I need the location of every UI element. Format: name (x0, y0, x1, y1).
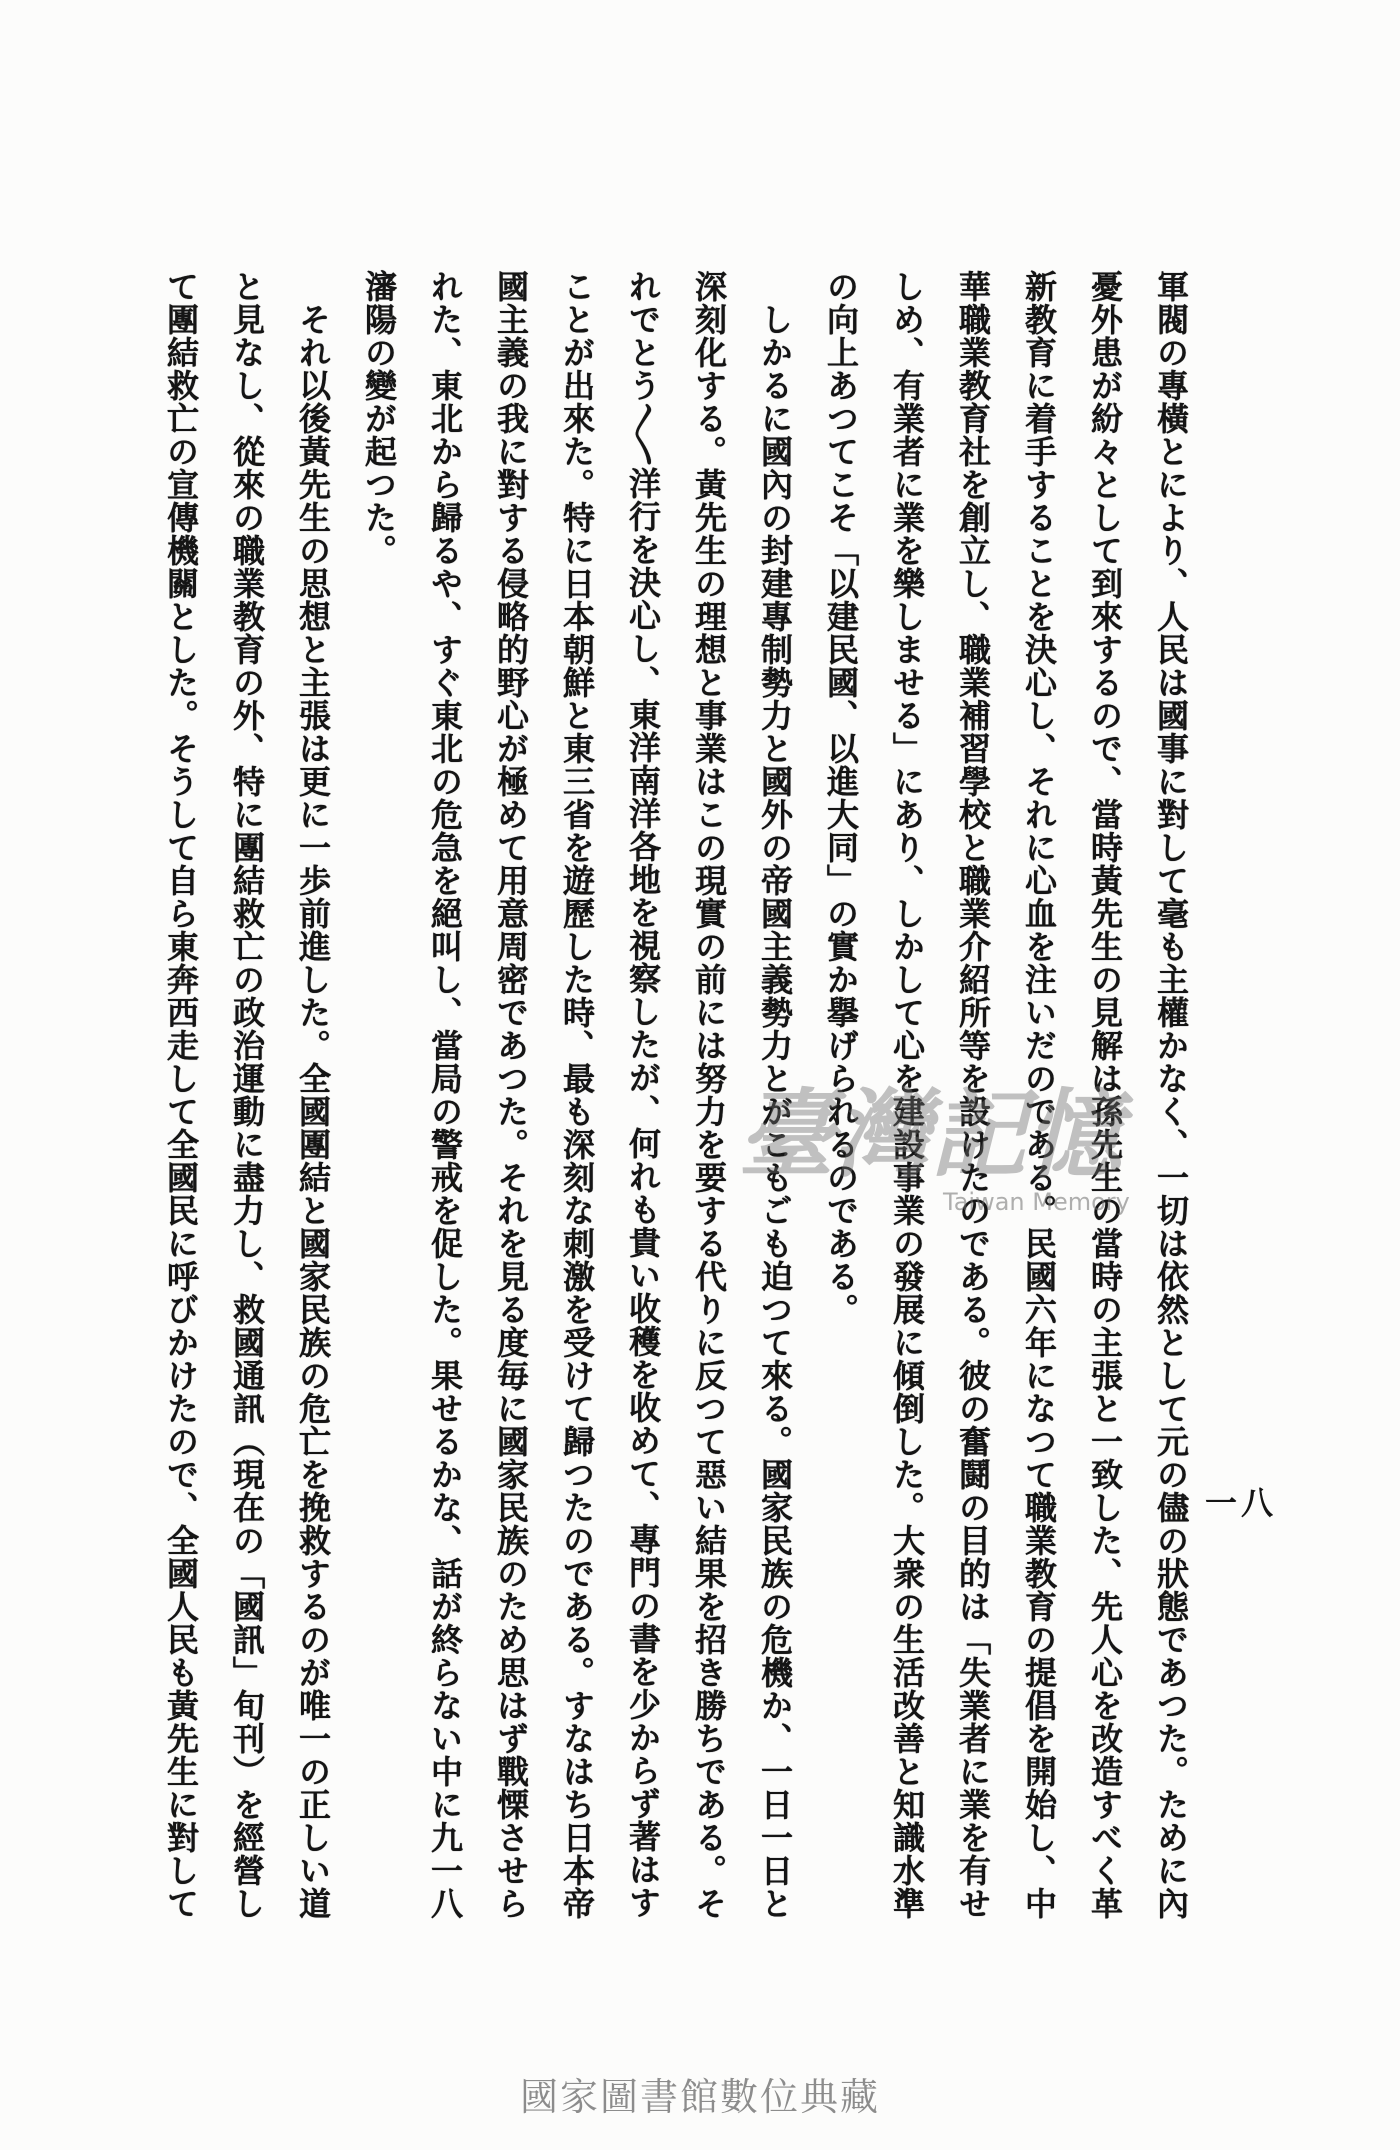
text-column-16: て團結救亡の宣傳機關とした。そうして自ら東奔西走して全國民に呼びかけたので、全國人民も黃先生に對して (162, 270, 200, 1920)
text-column-6: の向上あつてこそ「以建民國、以進大同」の實か擧げられるのである。 (822, 270, 860, 1326)
page-number: 一八 (1205, 1484, 1278, 1522)
text-column-4: 華職業教育社を創立し、職業補習學校と職業介紹所等を設けたのである。彼の奮鬪の目的は「失業者に業を有せ (954, 270, 992, 1920)
text-column-14-paragraph-start: それ以後黃先生の思想と主張は更に一歩前進した。全國團結と國家民族の危亡を挽救するのが唯一の正しい道 (294, 303, 332, 1920)
text-column-1: 軍閥の專橫とにより、人民は國事に對して毫も主權かなく、一切は依然として元の儘の狀態であつた。ために內 (1152, 270, 1190, 1920)
text-column-10: ことが出來た。特に日本朝鮮と東三省を遊歷した時、最も深刻な刺激を受けて歸つたのである。すなはち日本帝 (558, 270, 596, 1920)
text-column-2: 憂外患が紛々として到來するので、當時黃先生の見解は孫先生の當時の主張と一致した、先人心を改造すべく革 (1086, 270, 1124, 1920)
text-column-7-paragraph-start: しかるに國內の封建專制勢力と國外の帝國主義勢力とがこもごも迫つて來る。國家民族の危機か、一日一日と (756, 303, 794, 1920)
text-column-9: れでとう〳〵洋行を決心し、東洋南洋各地を視察したが、何れも貴い收穫を收めて、專門の書を少からず著はす (624, 270, 662, 1919)
text-column-8: 深刻化する。黃先生の理想と事業はこの現實の前には努力を要する代りに反つて惡い結果を招き勝ちである。そ (690, 270, 728, 1920)
text-column-13: 瀋陽の變が起つた。 (360, 270, 398, 567)
text-column-3: 新教育に着手することを決心し、それに心血を注いだのである。民國六年になつて職業教育の提倡を開始し、中 (1020, 270, 1058, 1920)
library-footer-caption: 國家圖書館數位典藏 (519, 2075, 880, 2119)
text-column-15: と見なし、從來の職業教育の外、特に團結救亡の政治運動に盡力し、救國通訊（現在の「國訊」旬刊）を經營し (228, 270, 266, 1920)
text-column-12: れた、東北から歸るや、すぐ東北の危急を絕叫し、當局の警戒を促した。果せるかな、話が終らない中に九一八 (426, 270, 464, 1920)
watermark-subtitle: Taiwan Memory (943, 1188, 1130, 1216)
watermark-title: 臺灣記憶 (738, 1078, 1122, 1191)
text-column-5: しめ、有業者に業を樂しませる」にあり、しかして心を建設事業の發展に傾倒した。大衆の生活改善と知識水準 (888, 270, 926, 1920)
text-column-11: 國主義の我に對する侵略的野心が極めて用意周密であつた。それを見る度毎に國家民族のため思はず戰慄させら (492, 270, 530, 1920)
vertical-text-body (148, 270, 1204, 1920)
